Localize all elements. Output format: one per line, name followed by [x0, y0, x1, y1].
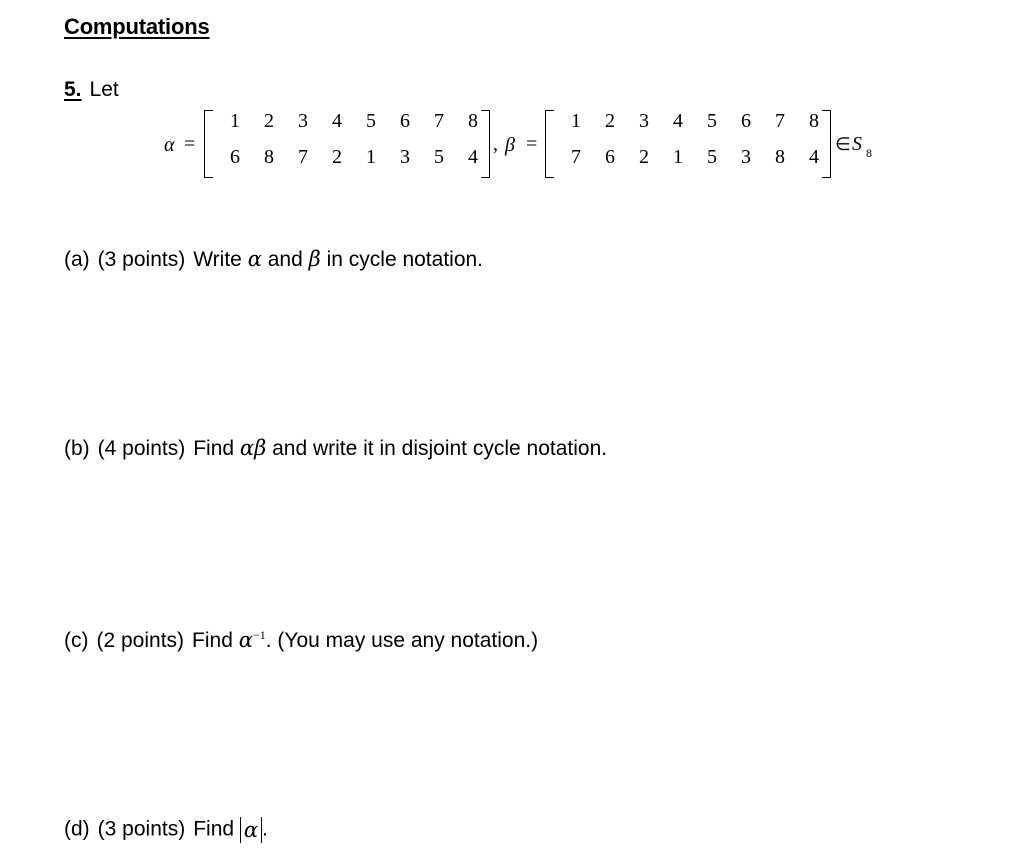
- alpha-top-cell: 1: [230, 110, 240, 132]
- beta-top-cell: 3: [639, 110, 649, 132]
- part-a-alpha: α: [247, 247, 262, 271]
- part-c-exponent: −1: [252, 628, 266, 642]
- symmetric-group-subscript: 8: [866, 146, 872, 160]
- part-b: [64, 436, 607, 461]
- beta-bottom-cell: 6: [605, 146, 615, 168]
- beta-top-cell: 4: [673, 110, 683, 132]
- part-d-label: (d): [64, 817, 90, 841]
- alpha-equals: =: [184, 133, 196, 155]
- symmetric-group-symbol: S: [852, 133, 862, 155]
- part-c-text-before: Find: [192, 629, 233, 652]
- alpha-top-cell: 3: [298, 110, 308, 132]
- part-a-text-after: in cycle notation.: [326, 248, 484, 271]
- part-b-text-before: Find: [193, 437, 235, 460]
- part-c-alpha-base: α: [238, 628, 253, 652]
- part-a: [64, 247, 483, 272]
- part-a-label: (a): [64, 248, 90, 271]
- alpha-bottom-cell: 5: [434, 146, 444, 168]
- beta-top-cell: 5: [707, 110, 717, 132]
- alpha-top-row: [218, 110, 490, 133]
- alpha-top-cell: 2: [264, 110, 274, 132]
- part-b-points: (4 points): [97, 437, 186, 460]
- alpha-top-cell: 4: [332, 110, 342, 132]
- part-d-text-after: .: [262, 817, 268, 841]
- alpha-top-cell: 5: [366, 110, 376, 132]
- problem-label: [64, 78, 119, 102]
- alpha-bottom-cell: 1: [366, 146, 376, 168]
- beta-bottom-cell: 5: [707, 146, 717, 168]
- beta-symbol: β: [505, 134, 515, 156]
- matrix-comma: ,: [493, 133, 498, 155]
- part-d: [64, 817, 268, 843]
- beta-top-cell: 1: [571, 110, 581, 132]
- part-a-beta: β: [308, 247, 321, 271]
- alpha-bottom-cell: 7: [298, 146, 308, 168]
- beta-right-bracket: [822, 110, 831, 178]
- beta-top-row: [559, 110, 831, 133]
- beta-bottom-cell: 1: [673, 146, 683, 168]
- part-c: [64, 628, 538, 653]
- part-a-text-before: Write: [193, 248, 242, 271]
- beta-top-cell: 8: [809, 110, 819, 132]
- part-c-label: (c): [64, 629, 89, 652]
- part-b-text-after: and write it in disjoint cycle notation.: [272, 437, 608, 460]
- beta-bottom-cell: 4: [809, 146, 819, 168]
- beta-matrix: [545, 108, 831, 180]
- beta-top-cell: 6: [741, 110, 751, 132]
- alpha-matrix: [204, 108, 490, 180]
- part-d-order-alpha: α: [240, 817, 262, 843]
- beta-bottom-cell: 3: [741, 146, 751, 168]
- beta-left-bracket: [545, 110, 554, 178]
- beta-bottom-cell: 7: [571, 146, 581, 168]
- part-c-alpha: [239, 628, 266, 652]
- section-heading: Computations: [64, 14, 210, 39]
- problem-intro: Let: [89, 78, 119, 101]
- alpha-bottom-row: [218, 146, 490, 169]
- alpha-top-cell: 8: [468, 110, 478, 132]
- problem-number: 5.: [64, 78, 82, 101]
- element-of-symbol: ∈: [835, 134, 851, 154]
- alpha-bottom-cell: 2: [332, 146, 342, 168]
- part-d-text-before: Find: [193, 817, 235, 841]
- alpha-bottom-cell: 3: [400, 146, 410, 168]
- alpha-left-bracket: [204, 110, 213, 178]
- beta-bottom-row: [559, 146, 831, 169]
- part-b-product: αβ: [239, 436, 267, 460]
- part-d-points: (3 points): [97, 817, 186, 841]
- beta-bottom-cell: 2: [639, 146, 649, 168]
- beta-top-cell: 7: [775, 110, 785, 132]
- part-c-points: (2 points): [96, 629, 185, 652]
- alpha-bottom-cell: 8: [264, 146, 274, 168]
- alpha-bottom-cell: 4: [468, 146, 478, 168]
- alpha-bottom-cell: 6: [230, 146, 240, 168]
- part-a-and: and: [267, 248, 303, 271]
- alpha-right-bracket: [481, 110, 490, 178]
- alpha-top-cell: 7: [434, 110, 444, 132]
- part-c-text-after: . (You may use any notation.): [265, 629, 539, 652]
- part-b-label: (b): [64, 437, 90, 460]
- beta-bottom-cell: 8: [775, 146, 785, 168]
- part-a-points: (3 points): [97, 248, 186, 271]
- alpha-symbol: α: [164, 134, 175, 156]
- alpha-top-cell: 6: [400, 110, 410, 132]
- beta-top-cell: 2: [605, 110, 615, 132]
- beta-equals: =: [526, 133, 538, 155]
